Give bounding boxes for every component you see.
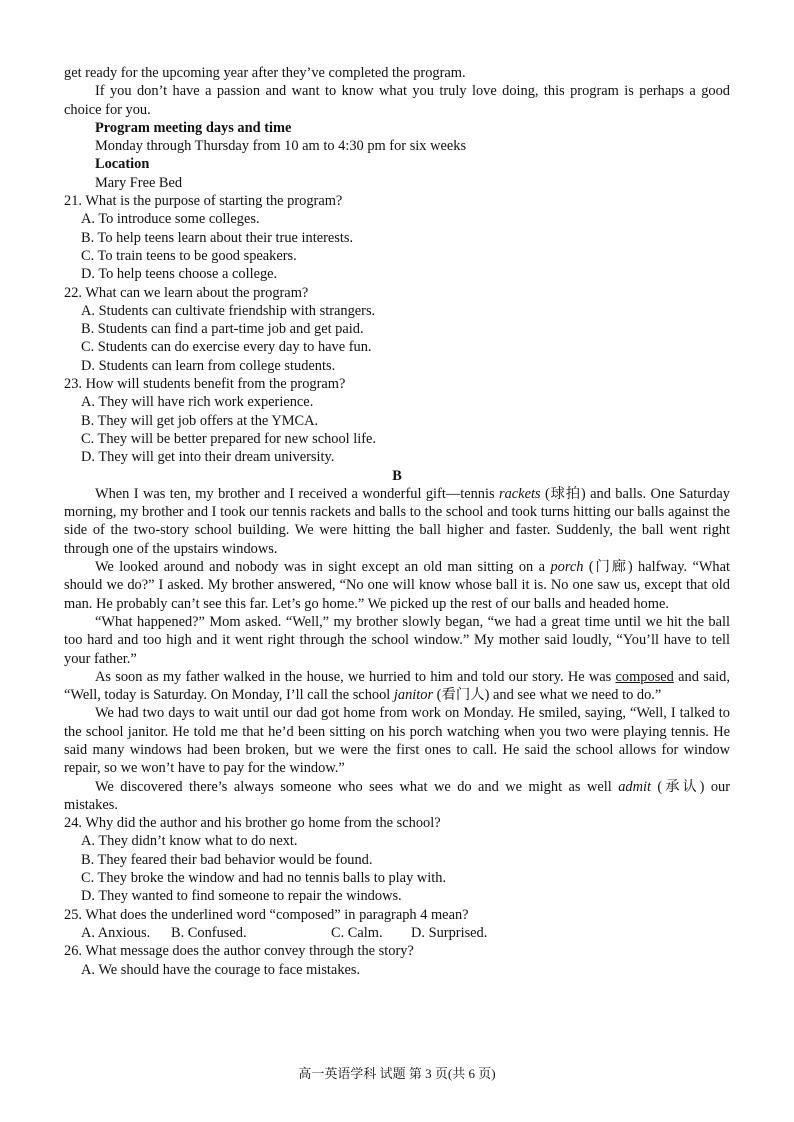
option-b: B. To help teens learn about their true interests. [81,229,354,246]
option-c: C. Students can do exercise every day to have fun. [81,339,372,356]
option-a: A. They didn’t know what to do next. [81,833,298,850]
passage-a-line: get ready for the upcoming year after they’ve completed the program. [64,65,466,81]
passage-b-paragraph-2: We looked around and nobody was in sight except an old man sitting on a porch (门廊) halfway. “What should we do?” I asked. My brother answered, “No one will know whose ball it is. No one saw us, except that old man. He probably can’t see this far. Let’s go home.” We picked up the rest of our balls and headed home. [64,559,730,612]
option-d: D. To help teens choose a college. [81,266,278,283]
passage-b-paragraph-4: As soon as my father walked in the house, we hurried to him and told our story. He was composed and said, “Well, today is Saturday. On Monday, I’ll call the school janitor (看门人) and see what we need to do.” [64,668,730,704]
option-b: B. Students can find a part-time job and get paid. [81,321,364,338]
location-text: Mary Free Bed [95,174,183,191]
glossed-word: janitor [393,687,434,704]
option-d: D. They wanted to find someone to repair the windows. [81,888,402,905]
meeting-text: Monday through Thursday from 10 am to 4:30 pm for six weeks [95,138,467,155]
glossed-word: admit [618,778,651,795]
option-a: A. Anxious. [81,924,151,941]
glossed-word: porch [550,559,584,576]
question-stem: 21. What is the purpose of starting the program? [64,193,343,210]
option-b: B. They will get job offers at the YMCA. [81,412,319,429]
option-a: A. To introduce some colleges. [81,211,260,228]
question-stem: 25. What does the underlined word “composed” in paragraph 4 mean? [64,906,469,923]
question-stem: 22. What can we learn about the program? [64,284,309,301]
glossed-word: rackets [499,485,541,502]
question-stem: 26. What message does the author convey through the story? [64,943,414,960]
question-23 [64,375,730,466]
page-footer: 高一英语学科 试题 第 3 页(共 6 页) [298,1066,496,1081]
question-22 [64,284,730,375]
underlined-word: composed [615,668,674,685]
question-24 [64,814,730,905]
option-d: D. Students can learn from college students. [81,357,336,374]
option-c: C. Calm. [331,924,383,941]
passage-b-paragraph-1: When I was ten, my brother and I received a wonderful gift—tennis rackets (球拍) and balls. One Saturday morning, my brother and I took our tennis rackets and balls to the school and took turns hitting our balls against the side of the two-story school building. We were hitting the ball higher and faster. Suddenly, the ball went right through one of the upstairs windows. [64,485,731,557]
meeting-heading: Program meeting days and time [95,119,292,136]
option-a: A. We should have the courage to face mistakes. [81,961,361,978]
option-d: D. Surprised. [411,924,488,941]
question-stem: 23. How will students benefit from the program? [64,376,346,393]
option-d: D. They will get into their dream university. [81,449,335,466]
question-25 [64,906,730,943]
option-b: B. They feared their bad behavior would be found. [81,851,373,868]
question-21 [64,192,730,283]
passage-b-paragraph-5: We had two days to wait until our dad got home from work on Monday. He smiled, saying, “Well, I talked to the school janitor. He told me that he’d been sitting on his porch watching when you two were playing tennis. He said many windows had been broken, but we were the first ones to call. He said the school allows for window repair, so we won’t have to pay for the window.” [64,705,730,777]
passage-b-paragraph-6: We discovered there’s always someone who sees what we do and we might as well admit (承认) our mistakes. [64,778,731,813]
section-heading-b: B [392,467,402,484]
option-c: C. To train teens to be good speakers. [81,247,297,264]
option-a: A. Students can cultivate friendship with strangers. [81,302,376,319]
exam-page [64,64,730,979]
passage-b-paragraph-3: “What happened?” Mom asked. “Well,” my brother slowly began, “we had a great time until we hit the ball too hard and too high and it went right through the school window.” My mother said loudly, “You’ll have to tell your father.” [64,613,730,667]
passage-a-paragraph: If you don’t have a passion and want to know what you truly love doing, this program is perhaps a good choice for you. [64,83,730,118]
question-stem: 24. Why did the author and his brother go home from the school? [64,815,441,832]
question-26 [64,942,730,979]
option-b: B. Confused. [171,924,247,941]
options-row [64,924,730,942]
option-c: C. They will be better prepared for new school life. [81,430,377,447]
option-a: A. They will have rich work experience. [81,394,314,411]
location-heading: Location [95,156,150,173]
option-c: C. They broke the window and had no tennis balls to play with. [81,870,447,887]
